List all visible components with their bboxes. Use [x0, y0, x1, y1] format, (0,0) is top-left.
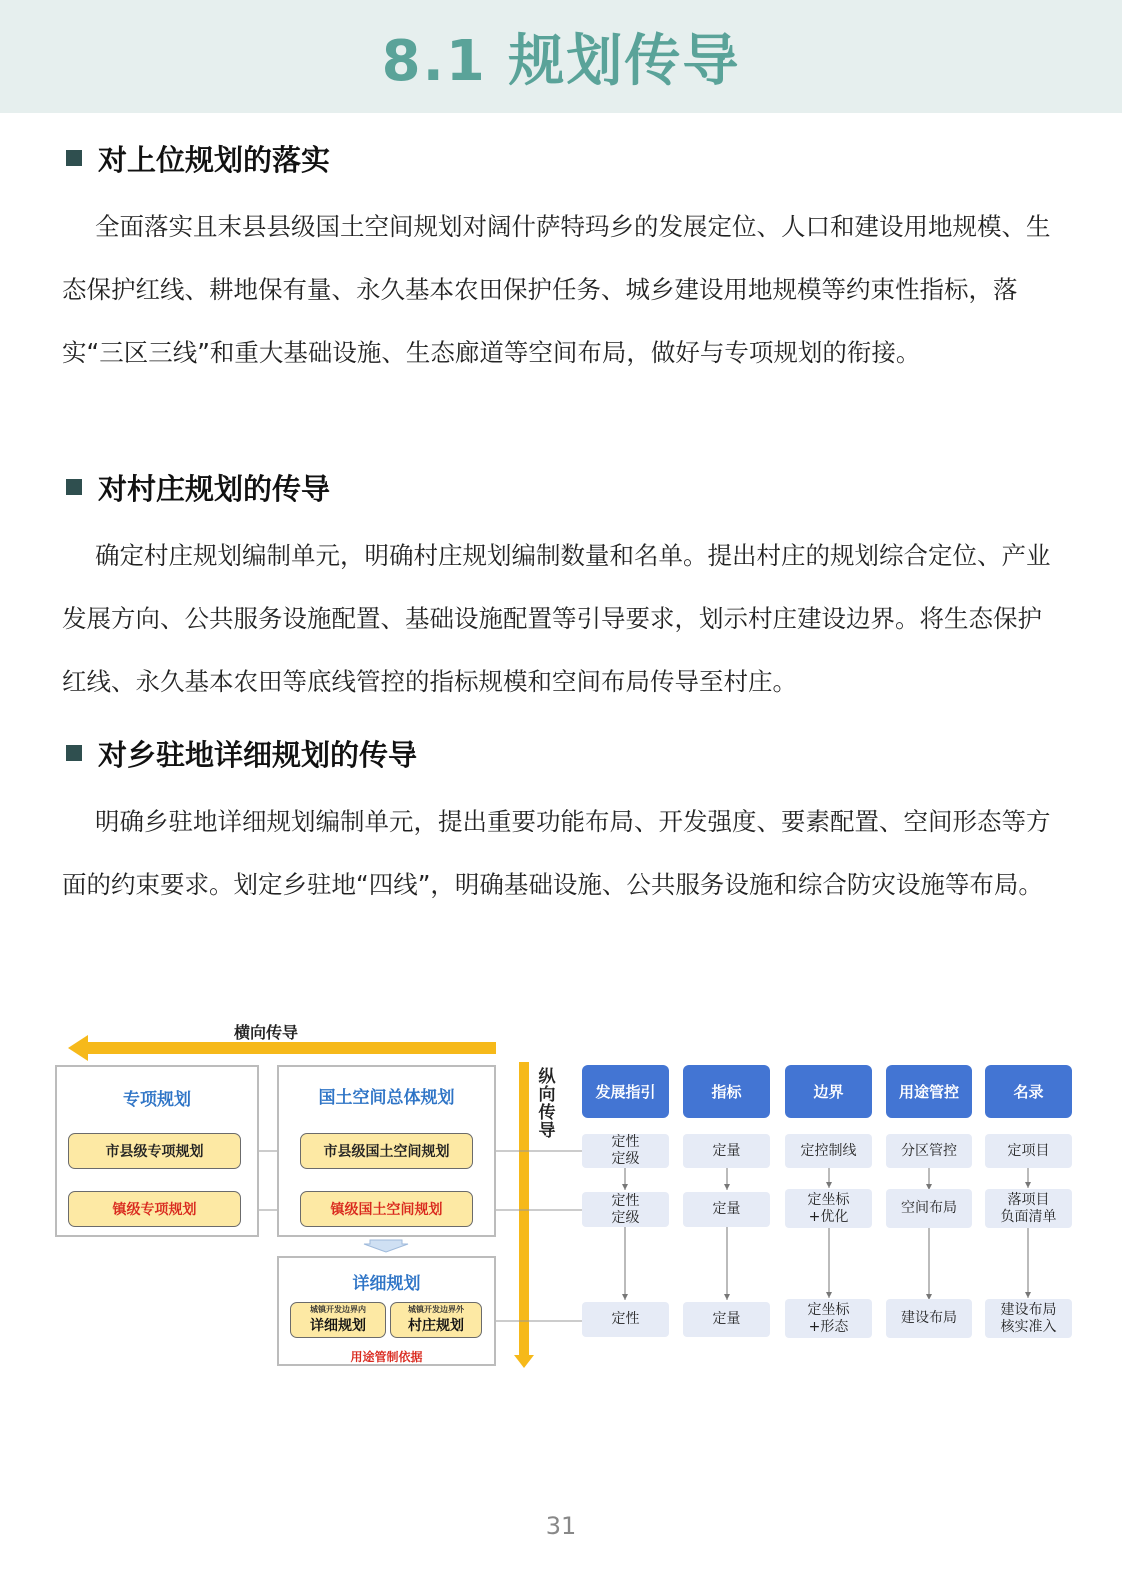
matrix-cell-r2-c4: 空间布局: [886, 1189, 972, 1228]
section-paragraph-2: 确定村庄规划编制单元，明确村庄规划编制数量和名单。提出村庄的规划综合定位、产业发展方向、公共服务设施配置、基础设施配置等引导要求，划示村庄建设边界。将生态保护红线、永久基本农田等底线管控的指标规模和空间布局传导至村庄。: [62, 541, 1051, 696]
matrix-cell-r3-c4: 建设布局: [886, 1299, 972, 1338]
matrix-cell-r1-c3: 定控制线: [785, 1134, 872, 1168]
matrix-cell-r3-c5: 建设布局 核实准入: [985, 1299, 1072, 1338]
matrix-cell-r3-c2: 定量: [683, 1302, 770, 1337]
header-development-guidance: 发展指引: [582, 1065, 669, 1118]
header-boundary: 边界: [785, 1065, 872, 1118]
land-use-control-caption: 用途管制依据: [350, 1350, 423, 1364]
matrix-cell-r2-c3: 定坐标 +优化: [785, 1189, 872, 1228]
header-indicators: 指标: [683, 1065, 770, 1118]
matrix-cell-r1-c5: 定项目: [985, 1134, 1072, 1168]
matrix-cell-r2-c2: 定量: [683, 1192, 770, 1227]
horizontal-arrow-shaft: [84, 1042, 496, 1054]
section-paragraph-1: 全面落实且末县县级国土空间规划对阔什萨特玛乡的发展定位、人口和建设用地规模、生态保护红线、耕地保有量、永久基本农田保护任务、城乡建设用地规模等约束性指标，落实“三区三线”和重大基础设施、生态廊道等空间布局，做好与专项规划的衔接。: [62, 212, 1051, 367]
page-number: 31: [545, 1512, 577, 1540]
county-master-plan-box: 市县级国土空间规划: [300, 1133, 473, 1169]
town-master-plan-box: 镇级国土空间规划: [300, 1191, 473, 1227]
horizontal-transmission-label: 横向传导: [234, 1023, 299, 1042]
matrix-cell-r1-c2: 定量: [683, 1134, 770, 1168]
section-heading-1-text: 对上位规划的落实: [98, 142, 331, 177]
matrix-cell-r3-c3: 定坐标 +形态: [785, 1299, 872, 1338]
matrix-cell-r2-c5: 落项目 负面清单: [985, 1189, 1072, 1228]
matrix-cell-r1-c1: 定性 定级: [582, 1134, 669, 1168]
county-special-plan-box: 市县级专项规划: [68, 1133, 241, 1169]
urban-detail-plan-box: 城镇开发边界内 详细规划: [290, 1302, 386, 1338]
page-title: 8.1 规划传导: [381, 28, 741, 94]
matrix-cell-r2-c1: 定性 定级: [582, 1192, 669, 1227]
town-special-plan-box: 镇级专项规划: [68, 1191, 241, 1227]
header-land-use-control: 用途管控: [886, 1065, 972, 1118]
detail-planning-title: 详细规划: [352, 1274, 421, 1294]
special-planning-title: 专项规划: [123, 1090, 191, 1110]
header-directory: 名录: [985, 1065, 1072, 1118]
horizontal-arrow-head: [68, 1035, 88, 1061]
village-plan-box: 城镇开发边界外 村庄规划: [390, 1302, 482, 1338]
vertical-arrow-head: [514, 1355, 534, 1368]
matrix-cell-r1-c4: 分区管控: [886, 1134, 972, 1168]
section-heading-3-text: 对乡驻地详细规划的传导: [98, 737, 418, 772]
section-heading-2-text: 对村庄规划的传导: [98, 471, 331, 506]
matrix-cell-r3-c1: 定性: [582, 1302, 669, 1337]
section-paragraph-3: 明确乡驻地详细规划编制单元，提出重要功能布局、开发强度、要素配置、空间形态等方面的约束要求。划定乡驻地“四线”，明确基础设施、公共服务设施和综合防灾设施等布局。: [62, 807, 1051, 899]
vertical-transmission-label: 纵 向 传 导: [538, 1067, 556, 1141]
master-planning-title: 国土空间总体规划: [318, 1088, 455, 1108]
